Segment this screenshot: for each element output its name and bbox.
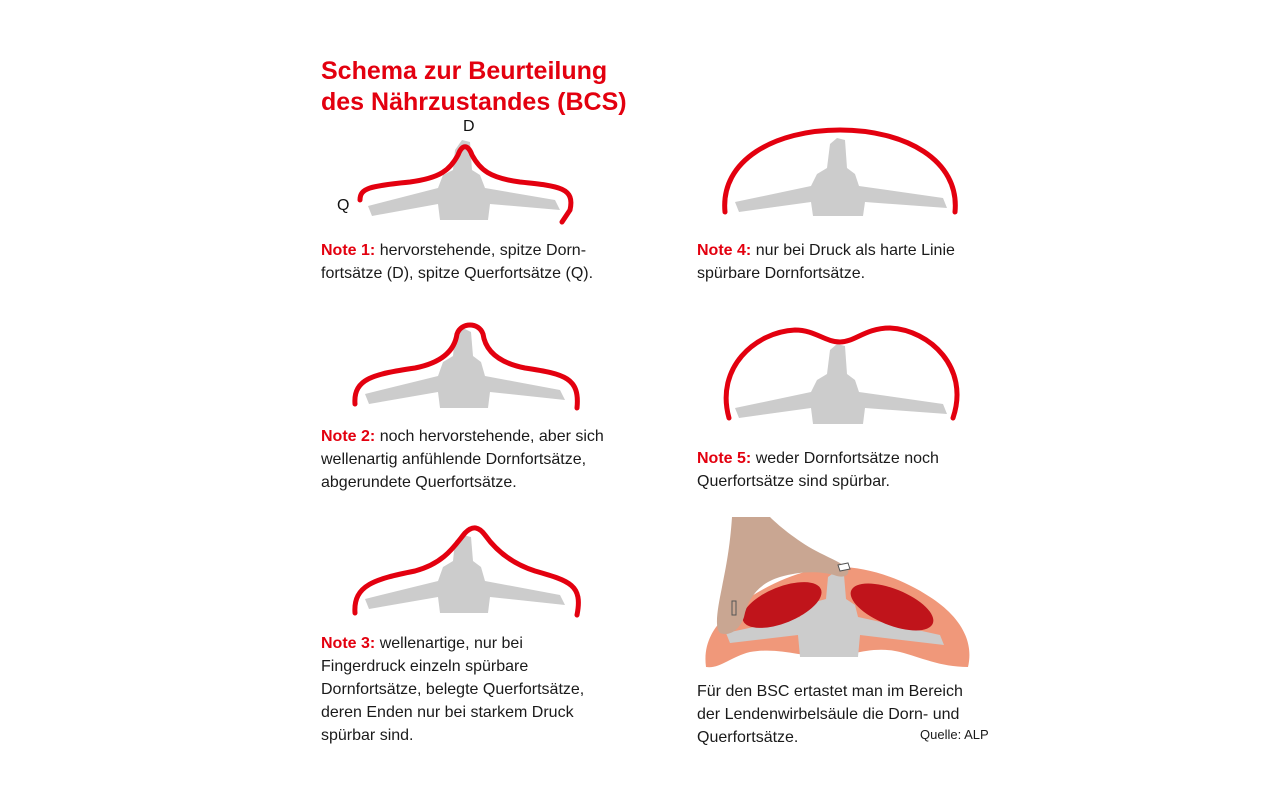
vertebra-shape	[735, 138, 947, 216]
note-2-line-1: noch hervorstehende, aber sich	[379, 428, 604, 445]
bcs-diagram-note-4	[715, 120, 965, 220]
palpation-illustration	[700, 517, 975, 675]
bsc-line-3: Querfortsätze.	[697, 729, 799, 746]
caption-note-2	[321, 425, 604, 494]
note-1-line-1: hervorstehende, spitze Dorn-	[379, 242, 587, 259]
bcs-diagram-note-3	[345, 523, 590, 623]
note-2-line-2: wellenartig anfühlende Dornfortsätze,	[321, 451, 587, 468]
label-querfortsatz: Q	[337, 197, 350, 214]
note-5-line-2: Querfortsätze sind spürbar.	[697, 473, 890, 490]
vertebra-shape	[368, 140, 560, 220]
bcs-diagram-note-2	[345, 318, 590, 418]
note-4-line-2: spürbare Dornfortsätze.	[697, 265, 866, 282]
note-1-line-2: fortsätze (D), spitze Querfortsätze (Q).	[321, 265, 594, 282]
note-1-label: Note 1:	[321, 242, 376, 259]
note-3-line-2: Fingerdruck einzeln spürbare	[321, 658, 529, 675]
page-title	[321, 56, 681, 118]
bcs-diagram-note-5	[715, 318, 965, 428]
note-4-line-1: nur bei Druck als harte Linie	[755, 242, 955, 259]
note-3-line-4: deren Enden nur bei starkem Druck	[321, 704, 574, 721]
note-2-label: Note 2:	[321, 428, 376, 445]
title-line-1: Schema zur Beurteilung	[321, 57, 608, 85]
caption-note-4	[697, 239, 955, 285]
label-dornfortsatz: D	[463, 118, 475, 135]
note-5-line-1: weder Dornfortsätze noch	[755, 450, 939, 467]
vertebra-shape	[735, 344, 947, 424]
caption-note-3	[321, 632, 584, 747]
note-5-label: Note 5:	[697, 450, 752, 467]
bsc-line-1: Für den BSC ertastet man im Bereich	[697, 683, 963, 700]
note-2-line-3: abgerundete Querfortsätze.	[321, 474, 517, 491]
bcs-diagram-note-1	[350, 130, 590, 230]
caption-note-1	[321, 239, 593, 285]
note-3-line-5: spürbar sind.	[321, 727, 414, 744]
note-3-line-1: wellenartige, nur bei	[379, 635, 523, 652]
title-line-2: des Nährzustandes (BCS)	[321, 88, 627, 116]
note-4-label: Note 4:	[697, 242, 752, 259]
source-credit: Quelle: ALP	[920, 727, 989, 742]
note-3-line-3: Dornfortsätze, belegte Querfortsätze,	[321, 681, 585, 698]
note-3-label: Note 3:	[321, 635, 376, 652]
fingernail	[838, 563, 850, 571]
bsc-line-2: der Lendenwirbelsäule die Dorn- und	[697, 706, 960, 723]
caption-note-5	[697, 447, 939, 493]
